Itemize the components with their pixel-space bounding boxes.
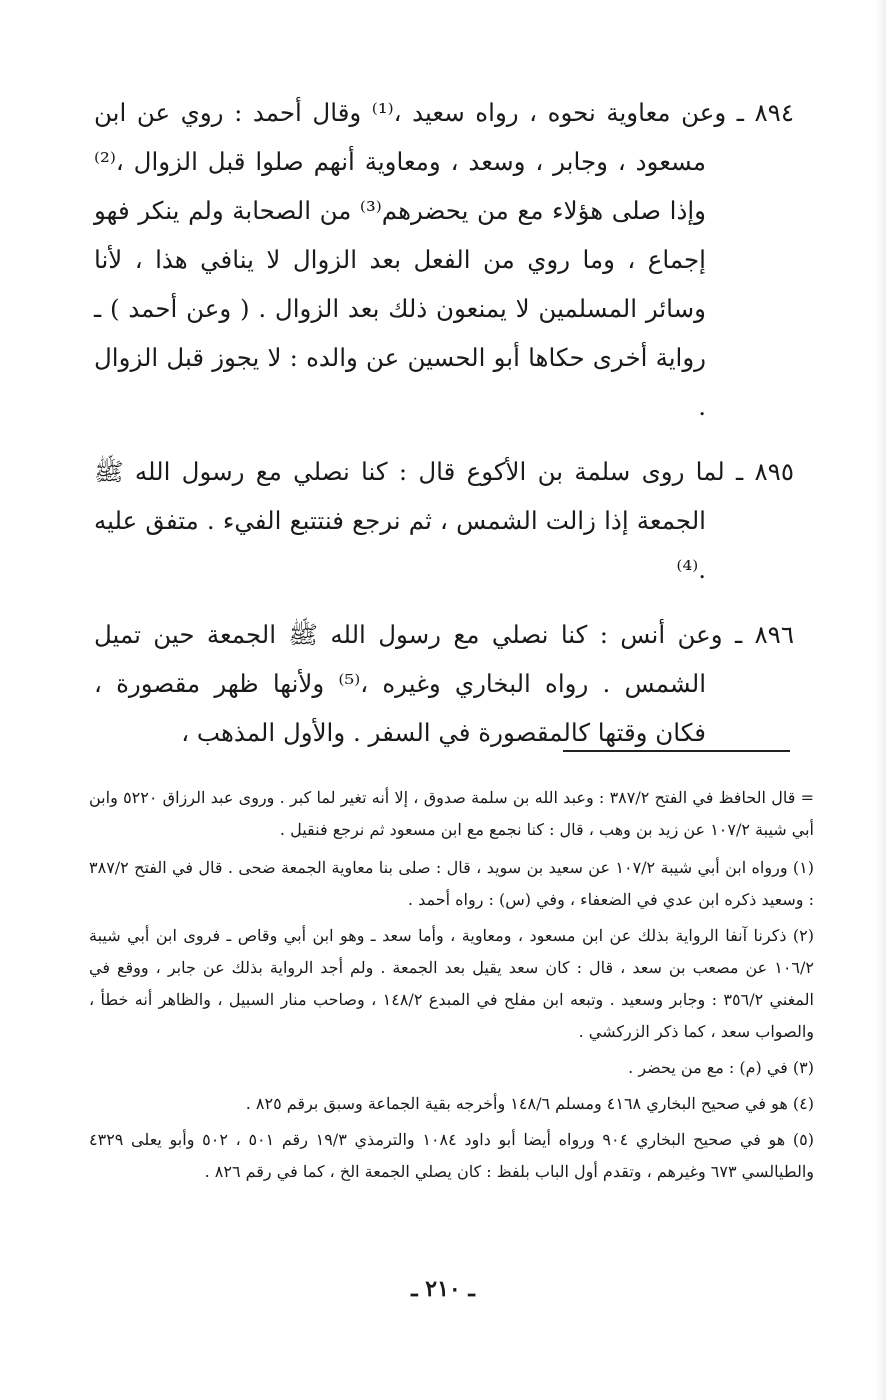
paragraph-text: ـ وعن معاوية نحوه ، رواه سعيد ،⁽¹⁾ وقال أحمد : روي عن ابن مسعود ، وجابر ، وسعد ، ومعاوية أنهم صلوا قبل الزوال ،⁽²⁾ وإذا صلى هؤلاء مع من يحضرهم⁽³⁾ من الصحابة ولم ينكر فهو إجماع ، وما روي من الفعل بعد الزوال لا ينافي هذا ، لأنا وسائر المسلمين لا يمنعون ذلك بعد الزوال . ( وعن أحمد ) ـ رواية أخرى حكاها أبو الحسين عن والده : لا يجوز قبل الزوال . <box>94 98 744 421</box>
footnote-continuation: = قال الحافظ في الفتح ٣٨٧/٢ : وعبد الله بن سلمة صدوق ، إلا أنه تغير لما كبر . وروى عبد الرزاق ٥٢٢٠ وابن أبي شيبة ١٠٧/٢ عن زيد بن وهب ، قال : كنا نجمع مع ابن مسعود ثم نرجع فنقيل . <box>89 788 815 839</box>
page-edge-shadow <box>876 0 886 1400</box>
footnotes <box>89 782 814 1192</box>
main-text <box>94 88 794 773</box>
paragraph-896 <box>94 610 794 757</box>
paragraph-number: ٨٩٥ <box>754 457 794 486</box>
footnote-2: (٢) ذكرنا آنفا الرواية بذلك عن ابن مسعود ، ومعاوية ، وأما سعد ـ وهو ابن أبي وقاص ـ فروى ابن أبي شيبة ١٠٦/٢ عن مصعب بن سعد ، قال : كان سعد يقيل بعد الجمعة . ولم أجد الرواية بذلك عن جابر ، ووقع في المغني ٣٥٦/٢ : وجابر وسعيد . وتبعه ابن مفلح في المبدع ١٤٨/٢ ، وصاحب منار السبيل ، والظاهر أنه خطأ ، والصواب سعد ، كما ذكر الزركشي . <box>89 926 814 1041</box>
footnote-4: (٤) هو في صحيح البخاري ٤١٦٨ ومسلم ١٤٨/٦ وأخرجه بقية الجماعة وسبق برقم ٨٢٥ . <box>245 1094 814 1113</box>
paragraph-text: ـ وعن أنس : كنا نصلي مع رسول الله ﷺ الجمعة حين تميل الشمس . رواه البخاري وغيره ،⁽⁵⁾ ولأنها ظهر مقصورة ، فكان وقتها كالمقصورة في السفر . والأول المذهب ، <box>94 620 743 747</box>
paragraph-number: ٨٩٤ <box>754 98 794 127</box>
paragraph-number: ٨٩٦ <box>754 620 794 649</box>
footnote-1: (١) ورواه ابن أبي شيبة ١٠٧/٢ عن سعيد بن سويد ، قال : صلى بنا معاوية الجمعة ضحى . قال في الفتح ٣٨٧/٢ : وسعيد ذكره ابن عدي في الضعفاء ، وفي (س) : رواه أحمد . <box>89 858 814 909</box>
paragraph-895 <box>94 447 794 594</box>
page-number: ـ ٢١٠ ـ <box>411 1276 475 1302</box>
footnote-5: (٥) هو في صحيح البخاري ٩٠٤ ورواه أيضا أبو داود ١٠٨٤ والترمذي ١٩/٣ رقم ٥٠١ ، ٥٠٢ وأبو يعلى ٤٣٢٩ والطيالسي ٦٧٣ وغيرهم ، وتقدم أول الباب بلفظ : كان يصلي الجمعة الخ ، كما في رقم ٨٢٦ . <box>89 1130 815 1181</box>
footnote-3: (٣) في (م) : مع من يحضر . <box>628 1058 814 1077</box>
paragraph-text: ـ لما روى سلمة بن الأكوع قال : كنا نصلي مع رسول الله ﷺ الجمعة إذا زالت الشمس ، ثم نرجع فنتتبع الفيء . متفق عليه .⁽⁴⁾ <box>94 457 744 584</box>
footnote-divider <box>563 750 790 752</box>
paragraph-894 <box>94 88 794 431</box>
